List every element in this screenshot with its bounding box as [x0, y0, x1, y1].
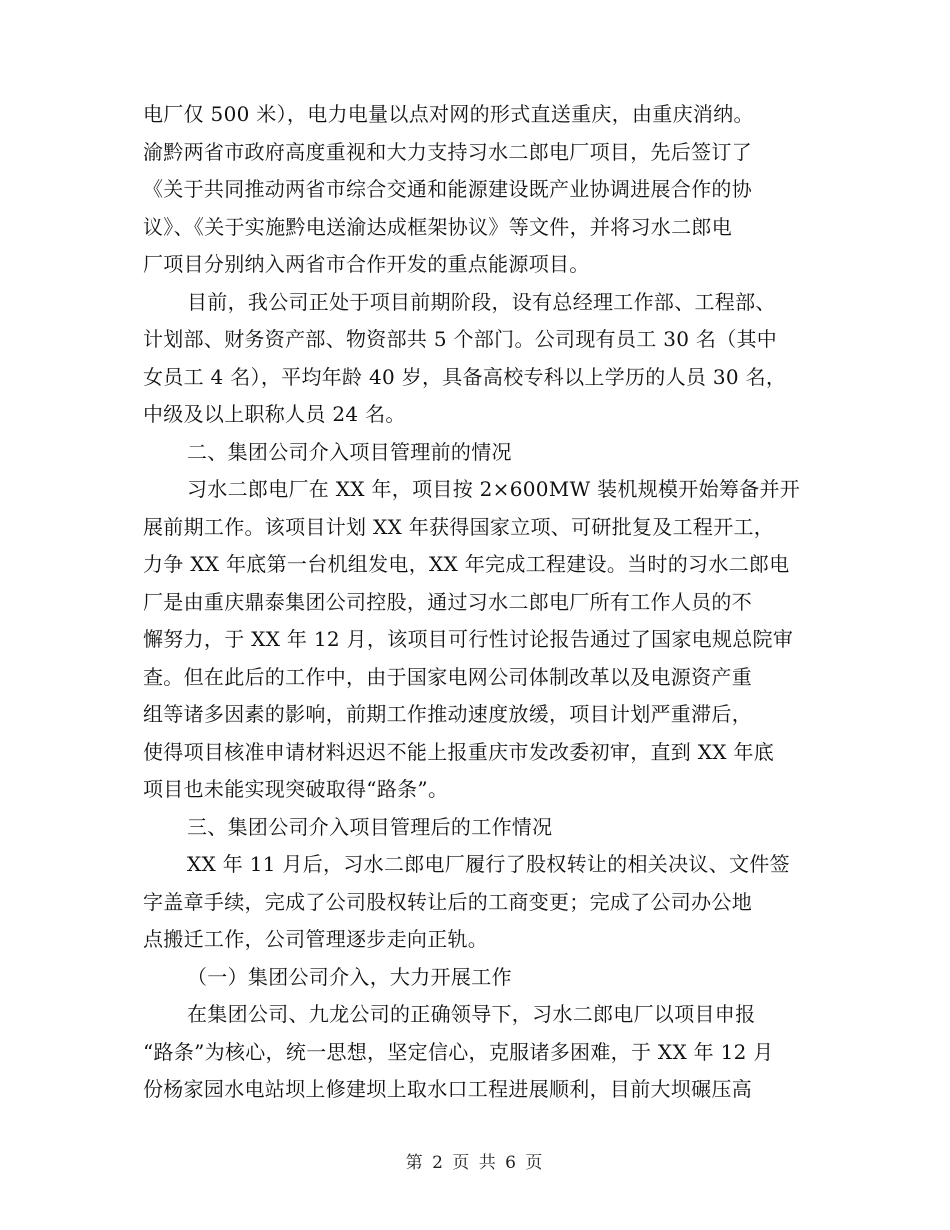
- text-line: 使得项目核准申请材料迟迟不能上报重庆市发改委初审，直到 XX 年底: [143, 739, 775, 764]
- text-line: 力争 XX 年底第一台机组发电，XX 年完成工程建设。当时的习水二郎电: [143, 552, 790, 576]
- text-line: 厂项目分别纳入两省市合作开发的重点能源项目。: [143, 252, 590, 276]
- text-line: 字盖章手续，完成了公司股权转让后的工商变更；完成了公司办公地: [143, 889, 752, 914]
- text-line: 展前期工作。该项目计划 XX 年获得国家立项、可研批复及工程开工，: [143, 514, 775, 539]
- section-heading: 三、集团公司介入项目管理后的工作情况: [187, 814, 553, 839]
- text-line: 中级及以上职称人员 24 名。: [143, 402, 406, 426]
- section-heading: 二、集团公司介入项目管理前的情况: [187, 439, 512, 464]
- paragraph-first-line: XX 年 11 月后，习水二郎电厂履行了股权转让的相关决议、文件签: [187, 852, 790, 876]
- paragraph-first-line: 目前，我公司正处于项目前期阶段，设有总经理工作部、工程部、: [187, 289, 776, 314]
- paragraph-first-line: 在集团公司、九龙公司的正确领导下，习水二郎电厂以项目申报: [187, 1002, 756, 1026]
- paragraph-first-line: 习水二郎电厂在 XX 年，项目按 2×600MW 装机规模开始筹备并开: [187, 477, 801, 501]
- subsection-heading: （一）集团公司介入，大力开展工作: [187, 964, 512, 989]
- text-line: 女员工 4 名），平均年龄 40 岁，具备高校专科以上学历的人员 30 名，: [143, 364, 787, 389]
- text-line: 点搬迁工作，公司管理逐步走向正轨。: [143, 927, 489, 951]
- text-line: 查。但在此后的工作中，由于国家电网公司体制改革以及电源资产重: [143, 664, 752, 689]
- text-line: 组等诸多因素的影响，前期工作推动速度放缓，项目计划严重滞后，: [143, 702, 752, 726]
- text-line: 议》、《关于实施黔电送渝达成框架协议》等文件，并将习水二郎电: [143, 214, 732, 239]
- text-line: 电厂仅 500 米），电力电量以点对网的形式直送重庆，由重庆消纳。: [143, 102, 754, 126]
- text-line: 懈努力，于 XX 年 12 月，该项目可行性讨论报告通过了国家电规总院审: [143, 627, 794, 651]
- page-number-footer: 第 2 页 共 6 页: [405, 1153, 545, 1173]
- text-line: 渝黔两省市政府高度重视和大力支持习水二郎电厂项目，先后签订了: [143, 139, 752, 164]
- text-line: 厂是由重庆鼎泰集团公司控股，通过习水二郎电厂所有工作人员的不: [143, 589, 752, 614]
- text-line: 计划部、财务资产部、物资部共 5 个部门。公司现有员工 30 名（其中: [143, 327, 778, 351]
- document-body: [143, 96, 807, 1109]
- text-line: 份杨家园水电站坝上修建坝上取水口工程进展顺利，目前大坝碾压高: [143, 1077, 752, 1101]
- text-line: 项目也未能实现突破取得“路条”。: [143, 777, 449, 801]
- text-line: “路条”为核心，统一思想，坚定信心，克服诸多困难，于 XX 年 12 月: [143, 1039, 774, 1064]
- text-line: 《关于共同推动两省市综合交通和能源建设既产业协调进展合作的协: [143, 177, 752, 201]
